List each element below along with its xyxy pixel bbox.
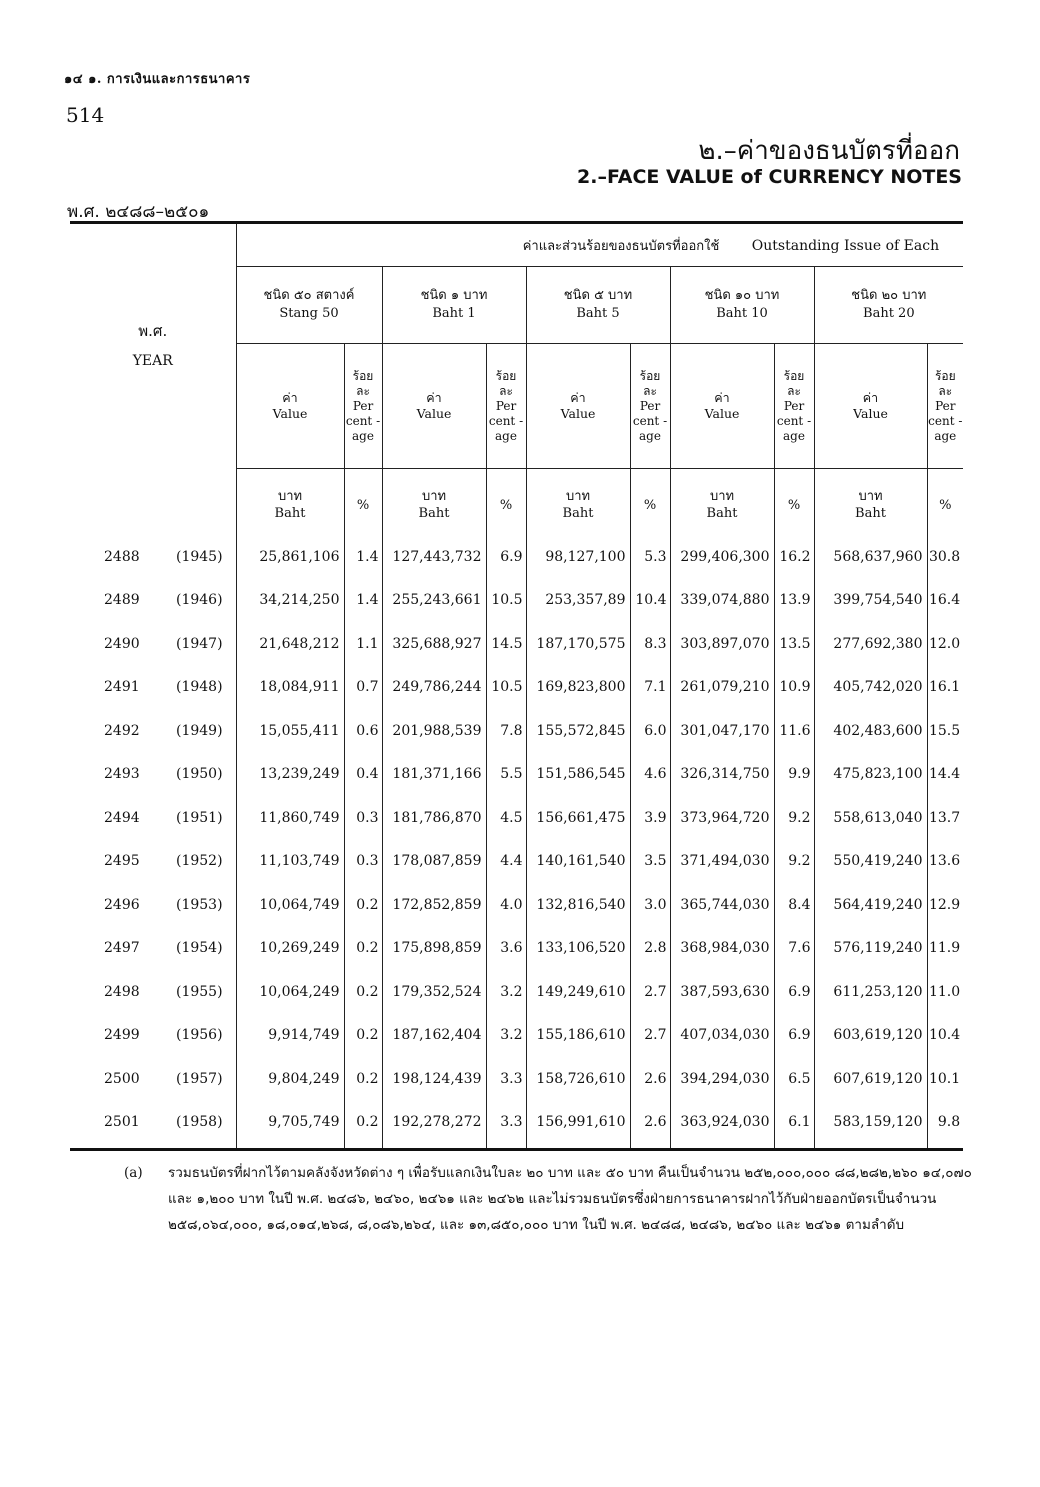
percent-cell: 14.4 bbox=[928, 766, 961, 783]
percent-cell: 0.2 bbox=[344, 1014, 382, 1058]
percent-cell: 6.9 bbox=[774, 970, 814, 1014]
percent-cell: 16.1 bbox=[928, 679, 961, 696]
value-cell: 15,055,411 bbox=[236, 709, 344, 753]
table-row bbox=[70, 970, 963, 1014]
value-cell: 155,186,610 bbox=[526, 1014, 630, 1058]
value-cell: 201,988,539 bbox=[382, 709, 486, 753]
percent-cell: 1.4 bbox=[344, 535, 382, 579]
year-label-thai: พ.ศ. bbox=[138, 322, 168, 341]
value-cell: 179,352,524 bbox=[382, 970, 486, 1014]
year-be-cell: 2497 bbox=[104, 940, 140, 957]
unit-english: Baht bbox=[855, 506, 886, 521]
outstanding-issue-header bbox=[236, 223, 963, 267]
percent-cell: 0.6 bbox=[344, 709, 382, 753]
value-cell: 339,074,880 bbox=[670, 579, 774, 623]
year-ad-cell: (1950) bbox=[160, 753, 236, 797]
value-cell: 25,861,106 bbox=[236, 535, 344, 579]
value-cell: 192,278,272 bbox=[382, 1101, 486, 1150]
unit-thai: บาท bbox=[709, 489, 735, 504]
value-cell: 13,239,249 bbox=[236, 753, 344, 797]
unit-baht bbox=[526, 469, 630, 536]
percent-cell: 3.6 bbox=[486, 927, 526, 971]
value-cell: 399,754,540 bbox=[814, 579, 927, 623]
value-cell: 181,371,166 bbox=[382, 753, 486, 797]
value-header bbox=[814, 344, 927, 469]
percent-cell: 10.5 bbox=[486, 579, 526, 623]
percent-cell: 13.7 bbox=[928, 809, 961, 826]
value-cell: 576,119,240 bbox=[814, 927, 927, 971]
outstanding-issue-english: Outstanding Issue of Each bbox=[751, 237, 940, 254]
value-cell: 132,816,540 bbox=[526, 883, 630, 927]
denom-thai: ชนิด ๑๐ บาท bbox=[704, 288, 780, 303]
value-cell: 558,613,040 bbox=[814, 796, 927, 840]
value-cell: 568,637,960 bbox=[814, 535, 927, 579]
value-cell: 18,084,911 bbox=[236, 666, 344, 710]
unit-baht bbox=[814, 469, 927, 536]
value-cell: 9,705,749 bbox=[236, 1101, 344, 1150]
unit-percent: % bbox=[486, 469, 526, 536]
percent-cell: 10.4 bbox=[928, 1027, 961, 1044]
value-cell: 407,034,030 bbox=[670, 1014, 774, 1058]
denom-english: Baht 1 bbox=[432, 306, 476, 321]
percent-cell: 13.9 bbox=[774, 579, 814, 623]
percent-cell: 0.4 bbox=[344, 753, 382, 797]
year-be-cell: 2488 bbox=[104, 548, 140, 565]
value-cell: 98,127,100 bbox=[526, 535, 630, 579]
table-row bbox=[70, 840, 963, 884]
denom-thai: ชนิด ๕ บาท bbox=[563, 288, 633, 303]
percent-cell: 0.3 bbox=[344, 796, 382, 840]
year-ad-cell: (1954) bbox=[160, 927, 236, 971]
year-be-cell: 2495 bbox=[104, 853, 140, 870]
value-label-thai: ค่า bbox=[862, 390, 879, 405]
value-cell: 140,161,540 bbox=[526, 840, 630, 884]
percent-cell: 2.6 bbox=[630, 1101, 670, 1150]
table-row bbox=[70, 883, 963, 927]
percent-cell: 16.2 bbox=[774, 535, 814, 579]
denom-english: Baht 20 bbox=[863, 306, 915, 321]
value-cell: 133,106,520 bbox=[526, 927, 630, 971]
percent-cell: 7.8 bbox=[486, 709, 526, 753]
unit-thai: บาท bbox=[858, 489, 883, 504]
unit-baht bbox=[382, 469, 486, 536]
currency-notes-table bbox=[70, 221, 963, 1151]
percent-header bbox=[344, 344, 382, 469]
footnote bbox=[124, 1160, 974, 1238]
percent-cell: 16.4 bbox=[928, 592, 961, 609]
percent-label-thai: ละ bbox=[787, 383, 801, 398]
value-cell: 156,661,475 bbox=[526, 796, 630, 840]
year-be-cell: 2491 bbox=[104, 679, 140, 696]
unit-english: Baht bbox=[562, 506, 594, 521]
year-be-cell: 2489 bbox=[104, 592, 140, 609]
percent-cell: 3.9 bbox=[630, 796, 670, 840]
value-label-thai: ค่า bbox=[426, 390, 442, 405]
percent-cell: 4.4 bbox=[486, 840, 526, 884]
year-ad-cell: (1951) bbox=[160, 796, 236, 840]
percent-cell: 7.6 bbox=[774, 927, 814, 971]
percent-cell: 5.5 bbox=[486, 753, 526, 797]
year-ad-cell: (1952) bbox=[160, 840, 236, 884]
value-label-english: Value bbox=[416, 406, 452, 421]
percent-cell: 6.1 bbox=[774, 1101, 814, 1150]
percent-cell: 9.8 bbox=[937, 1114, 961, 1131]
value-cell: 402,483,600 bbox=[814, 709, 927, 753]
value-cell: 368,984,030 bbox=[670, 927, 774, 971]
value-label-english: Value bbox=[560, 406, 596, 421]
unit-percent: % bbox=[630, 469, 670, 536]
footnote-marker: (a) bbox=[124, 1165, 143, 1181]
percent-cell: 4.5 bbox=[486, 796, 526, 840]
percent-label-english: Per cent -age bbox=[928, 398, 963, 443]
percent-label-thai: ละ bbox=[643, 383, 657, 398]
percent-cell: 1.1 bbox=[344, 622, 382, 666]
denom-baht-20 bbox=[814, 267, 963, 344]
year-ad-cell: (1957) bbox=[160, 1057, 236, 1101]
denom-thai: ชนิด ๕๐ สตางค์ bbox=[263, 288, 355, 303]
value-header bbox=[236, 344, 344, 469]
value-cell: 564,419,240 bbox=[814, 883, 927, 927]
value-cell: 301,047,170 bbox=[670, 709, 774, 753]
denom-english: Baht 5 bbox=[576, 306, 620, 321]
percent-cell: 6.9 bbox=[774, 1014, 814, 1058]
percent-cell: 9.2 bbox=[774, 840, 814, 884]
value-cell: 611,253,120 bbox=[814, 970, 927, 1014]
unit-english: Baht bbox=[418, 506, 450, 521]
year-be-cell: 2501 bbox=[104, 1114, 140, 1131]
value-cell: 303,897,070 bbox=[670, 622, 774, 666]
unit-english: Baht bbox=[274, 506, 306, 521]
percent-cell: 0.2 bbox=[344, 970, 382, 1014]
percent-label-english: Per cent -age bbox=[488, 398, 524, 443]
outstanding-issue-thai: ค่าและส่วนร้อยของธนบัตรที่ออกใช้ bbox=[522, 238, 720, 254]
value-cell: 181,786,870 bbox=[382, 796, 486, 840]
percent-cell: 7.1 bbox=[630, 666, 670, 710]
value-cell: 158,726,610 bbox=[526, 1057, 630, 1101]
percent-cell: 14.5 bbox=[486, 622, 526, 666]
percent-cell: 30.8 bbox=[928, 548, 961, 565]
footnote-text: รวมธนบัตรที่ฝากไว้ตามคลังจังหวัดต่าง ๆ เพื่อรับแลกเงินใบละ ๒๐ บาท และ ๕๐ บาท คืนเป็นจำนวน ๒๕๒,๐๐๐,๐๐๐ ๘๘,๒๘๒,๒๖๐ ๑๔,๐๗๐ และ ๑,๒๐๐ บาท ในปี พ.ศ. ๒๔๘๖, ๒๔๖๐, ๒๔๖๑ และ ๒๔๖๒ และไม่รวมธนบัตรซึ่งฝ่ายการธนาคารฝากไว้กับฝ่ายออกบัตรเป็นจำนวน ๒๕๘,๐๖๔,๐๐๐, ๑๘,๐๑๔,๒๖๘, ๘,๐๘๖,๒๖๔, และ ๑๓,๘๕๐,๐๐๐ บาท ในปี พ.ศ. ๒๔๘๘, ๒๔๘๖, ๒๔๖๐ และ ๒๔๖๑ ตามลำดับ bbox=[168, 1165, 972, 1233]
percent-cell: 12.9 bbox=[928, 896, 961, 913]
value-cell: 151,586,545 bbox=[526, 753, 630, 797]
table-row bbox=[70, 1057, 963, 1101]
percent-cell: 3.3 bbox=[486, 1057, 526, 1101]
value-header bbox=[526, 344, 630, 469]
table-row bbox=[70, 579, 963, 623]
percent-cell: 2.8 bbox=[630, 927, 670, 971]
percent-header bbox=[630, 344, 670, 469]
title-thai: ๒.–ค่าของธนบัตรที่ออก bbox=[698, 136, 960, 166]
value-cell: 255,243,661 bbox=[382, 579, 486, 623]
percent-cell: 8.3 bbox=[630, 622, 670, 666]
percent-cell: 8.4 bbox=[774, 883, 814, 927]
value-cell: 169,823,800 bbox=[526, 666, 630, 710]
title-english: 2.–FACE VALUE of CURRENCY NOTES bbox=[577, 166, 962, 188]
percent-cell: 3.5 bbox=[630, 840, 670, 884]
value-label-thai: ค่า bbox=[282, 390, 298, 405]
percent-label-thai: ร้อย bbox=[934, 368, 956, 383]
table-row bbox=[70, 535, 963, 579]
percent-label-thai: ละ bbox=[938, 383, 953, 398]
percent-cell: 13.6 bbox=[928, 853, 961, 870]
unit-english: Baht bbox=[706, 506, 738, 521]
denom-baht-5 bbox=[526, 267, 670, 344]
unit-baht bbox=[670, 469, 774, 536]
percent-label-thai: ละ bbox=[356, 383, 370, 398]
year-be-cell: 2496 bbox=[104, 896, 140, 913]
value-cell: 583,159,120 bbox=[814, 1101, 927, 1150]
value-cell: 325,688,927 bbox=[382, 622, 486, 666]
table-row bbox=[70, 666, 963, 710]
percent-header bbox=[486, 344, 526, 469]
percent-cell: 6.5 bbox=[774, 1057, 814, 1101]
percent-cell: 11.9 bbox=[928, 940, 961, 957]
percent-label-thai: ร้อย bbox=[495, 368, 517, 383]
value-cell: 299,406,300 bbox=[670, 535, 774, 579]
percent-cell: 0.2 bbox=[344, 1057, 382, 1101]
value-cell: 187,170,575 bbox=[526, 622, 630, 666]
value-cell: 11,860,749 bbox=[236, 796, 344, 840]
percent-label-english: Per cent -age bbox=[776, 398, 812, 443]
percent-cell: 11.0 bbox=[928, 983, 961, 1000]
value-cell: 249,786,244 bbox=[382, 666, 486, 710]
period-label: พ.ศ. ๒๔๘๘–๒๕๐๑ bbox=[67, 202, 210, 222]
year-be-cell: 2492 bbox=[104, 722, 140, 739]
value-cell: 9,804,249 bbox=[236, 1057, 344, 1101]
percent-label-thai: ร้อย bbox=[352, 368, 374, 383]
percent-header bbox=[774, 344, 814, 469]
percent-label-thai: ร้อย bbox=[783, 368, 805, 383]
table-row bbox=[70, 1014, 963, 1058]
units-year-cell bbox=[70, 469, 236, 536]
value-cell: 10,269,249 bbox=[236, 927, 344, 971]
percent-cell: 4.0 bbox=[486, 883, 526, 927]
year-ad-cell: (1946) bbox=[160, 579, 236, 623]
percent-cell: 10.4 bbox=[630, 579, 670, 623]
value-label-english: Value bbox=[272, 406, 308, 421]
value-cell: 11,103,749 bbox=[236, 840, 344, 884]
value-cell: 175,898,859 bbox=[382, 927, 486, 971]
year-label-english: YEAR bbox=[132, 353, 173, 370]
value-cell: 603,619,120 bbox=[814, 1014, 927, 1058]
value-label-english: Value bbox=[853, 406, 888, 421]
denom-english: Baht 10 bbox=[716, 306, 768, 321]
percent-cell: 9.9 bbox=[774, 753, 814, 797]
denom-english: Stang 50 bbox=[279, 306, 339, 321]
value-label-thai: ค่า bbox=[714, 390, 730, 405]
unit-percent: % bbox=[774, 469, 814, 536]
percent-cell: 6.0 bbox=[630, 709, 670, 753]
percent-label-thai: ร้อย bbox=[639, 368, 661, 383]
denom-stang-50 bbox=[236, 267, 382, 344]
value-cell: 155,572,845 bbox=[526, 709, 630, 753]
year-ad-cell: (1956) bbox=[160, 1014, 236, 1058]
table-row bbox=[70, 1101, 963, 1150]
percent-cell: 11.6 bbox=[774, 709, 814, 753]
unit-percent: % bbox=[344, 469, 382, 536]
percent-cell: 3.2 bbox=[486, 1014, 526, 1058]
value-cell: 475,823,100 bbox=[814, 753, 927, 797]
percent-cell: 13.5 bbox=[774, 622, 814, 666]
year-ad-cell: (1958) bbox=[160, 1101, 236, 1150]
year-ad-cell: (1948) bbox=[160, 666, 236, 710]
value-cell: 394,294,030 bbox=[670, 1057, 774, 1101]
percent-cell: 2.6 bbox=[630, 1057, 670, 1101]
year-ad-cell: (1947) bbox=[160, 622, 236, 666]
percent-cell: 15.5 bbox=[928, 722, 961, 739]
value-cell: 387,593,630 bbox=[670, 970, 774, 1014]
percent-cell: 0.3 bbox=[344, 840, 382, 884]
year-be-cell: 2499 bbox=[104, 1027, 140, 1044]
page-number: 514 bbox=[66, 103, 105, 127]
value-header bbox=[382, 344, 486, 469]
denom-baht-10 bbox=[670, 267, 814, 344]
value-header bbox=[670, 344, 774, 469]
unit-percent: % bbox=[939, 497, 952, 513]
year-ad-cell: (1949) bbox=[160, 709, 236, 753]
year-column-header bbox=[70, 223, 236, 469]
value-cell: 127,443,732 bbox=[382, 535, 486, 579]
percent-cell: 10.5 bbox=[486, 666, 526, 710]
year-ad-cell: (1953) bbox=[160, 883, 236, 927]
value-cell: 550,419,240 bbox=[814, 840, 927, 884]
year-be-cell: 2498 bbox=[104, 983, 140, 1000]
percent-header bbox=[927, 344, 963, 469]
percent-cell: 1.4 bbox=[344, 579, 382, 623]
denom-thai: ชนิด ๑ บาท bbox=[420, 288, 488, 303]
percent-cell: 9.2 bbox=[774, 796, 814, 840]
table-row bbox=[70, 927, 963, 971]
value-cell: 371,494,030 bbox=[670, 840, 774, 884]
value-cell: 178,087,859 bbox=[382, 840, 486, 884]
value-cell: 34,214,250 bbox=[236, 579, 344, 623]
value-cell: 10,064,249 bbox=[236, 970, 344, 1014]
year-ad-cell: (1945) bbox=[160, 535, 236, 579]
percent-cell: 6.9 bbox=[486, 535, 526, 579]
denom-thai: ชนิด ๒๐ บาท bbox=[851, 288, 927, 303]
denom-baht-1 bbox=[382, 267, 526, 344]
value-cell: 172,852,859 bbox=[382, 883, 486, 927]
percent-cell: 5.3 bbox=[630, 535, 670, 579]
percent-cell: 4.6 bbox=[630, 753, 670, 797]
table-row bbox=[70, 753, 963, 797]
percent-cell: 2.7 bbox=[630, 1014, 670, 1058]
units-row bbox=[70, 469, 963, 536]
percent-cell: 0.7 bbox=[344, 666, 382, 710]
value-cell: 198,124,439 bbox=[382, 1057, 486, 1101]
unit-baht bbox=[236, 469, 344, 536]
percent-cell: 3.0 bbox=[630, 883, 670, 927]
year-be-cell: 2494 bbox=[104, 809, 140, 826]
value-cell: 10,064,749 bbox=[236, 883, 344, 927]
value-cell: 607,619,120 bbox=[814, 1057, 927, 1101]
value-cell: 21,648,212 bbox=[236, 622, 344, 666]
year-be-cell: 2490 bbox=[104, 635, 140, 652]
percent-cell: 12.0 bbox=[928, 635, 961, 652]
value-cell: 9,914,749 bbox=[236, 1014, 344, 1058]
percent-cell: 10.9 bbox=[774, 666, 814, 710]
percent-cell: 3.2 bbox=[486, 970, 526, 1014]
percent-cell: 0.2 bbox=[344, 883, 382, 927]
year-be-cell: 2500 bbox=[104, 1070, 140, 1087]
percent-label-thai: ละ bbox=[499, 383, 513, 398]
table-body bbox=[70, 469, 963, 1150]
percent-cell: 2.7 bbox=[630, 970, 670, 1014]
value-cell: 363,924,030 bbox=[670, 1101, 774, 1150]
value-cell: 373,964,720 bbox=[670, 796, 774, 840]
table-row bbox=[70, 709, 963, 753]
percent-cell: 3.3 bbox=[486, 1101, 526, 1150]
value-cell: 156,991,610 bbox=[526, 1101, 630, 1150]
percent-label-english: Per cent -age bbox=[345, 398, 381, 443]
table-row bbox=[70, 796, 963, 840]
value-cell: 326,314,750 bbox=[670, 753, 774, 797]
value-cell: 149,249,610 bbox=[526, 970, 630, 1014]
unit-thai: บาท bbox=[421, 489, 447, 504]
value-cell: 277,692,380 bbox=[814, 622, 927, 666]
percent-cell: 0.2 bbox=[344, 1101, 382, 1150]
unit-thai: บาท bbox=[565, 489, 591, 504]
value-label-english: Value bbox=[704, 406, 740, 421]
running-head: ๑๔ ๑. การเงินและการธนาคาร bbox=[64, 72, 251, 87]
value-cell: 261,079,210 bbox=[670, 666, 774, 710]
unit-thai: บาท bbox=[277, 489, 303, 504]
year-be-cell: 2493 bbox=[104, 766, 140, 783]
year-ad-cell: (1955) bbox=[160, 970, 236, 1014]
percent-cell: 10.1 bbox=[928, 1070, 961, 1087]
percent-label-english: Per cent -age bbox=[632, 398, 668, 443]
value-cell: 365,744,030 bbox=[670, 883, 774, 927]
value-cell: 187,162,404 bbox=[382, 1014, 486, 1058]
percent-cell: 0.2 bbox=[344, 927, 382, 971]
value-cell: 405,742,020 bbox=[814, 666, 927, 710]
value-label-thai: ค่า bbox=[570, 390, 586, 405]
value-cell: 253,357,89 bbox=[526, 579, 630, 623]
table-row bbox=[70, 622, 963, 666]
